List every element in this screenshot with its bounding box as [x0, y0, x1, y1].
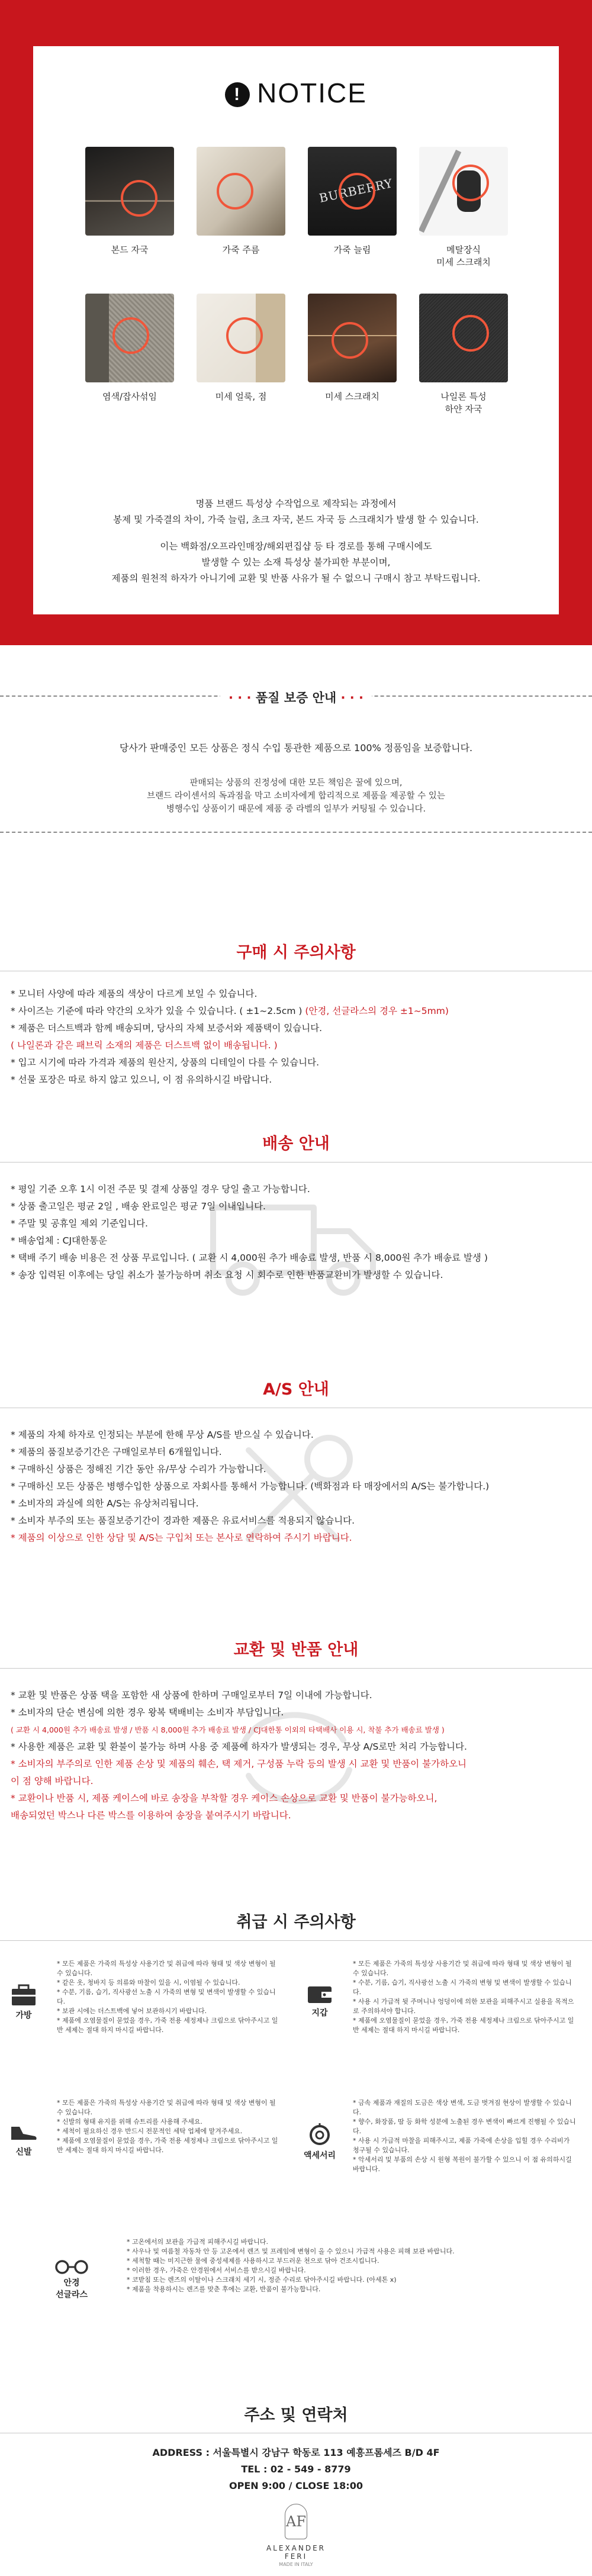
defect-caption: 미세 얼룩, 점	[215, 391, 267, 402]
defect-photo	[85, 147, 174, 236]
note-text: * 구매하신 상품은 정해진 기간 동안 유/무상 수리가 가능합니다.	[11, 1464, 266, 1474]
care-accessory	[302, 2122, 337, 2161]
quality-sub-text: 판매되는 상품의 진정성에 대한 모든 책임은 꿀에 있으며, 브랜드 라이센서의 독과점을 막고 소비자에게 합리적으로 제품을 제공할 수 있는 병행수입 상품이기 때문에 제품 중 라벨의 일부가 커팅될 수 있습니다.	[147, 778, 445, 814]
notice-panel	[33, 46, 559, 614]
care-text: * 모든 제품은 가죽의 특성상 사용기간 및 취급에 따라 형태 및 색상 변형이 될 수 있습니다. * 같은 옷, 청바지 등 의류와 마찰이 있을 시, 이염될 수 있습니다. * 수분, 기름, 습기, 직사광선 노출 시 가죽의 변형 및 변색이 발생할 수 있습니다. * 보관 시에는 더스트백에 넣어 보관하시기 바랍니다. * 제품에 오염물질이 묻었을 경우, 가죽 전용 세정제나 크림으로 닦아주시고 일반 세제는 절대 하지 마시길 바랍니다.	[57, 1960, 278, 2034]
shipping-notes	[11, 1181, 585, 1284]
shipping-note-item: * 택배 주기 배송 비용은 전 상품 무료입니다. ( 교환 시 4,000원 추가 배송료 발생, 반품 시 8,000원 추가 배송료 발생 )	[11, 1252, 488, 1263]
shipping-note-item: * 송장 입력된 이후에는 당일 취소가 불가능하며 취소 요청 시 회수로 인한 반품교환비가 발생할 수 있습니다.	[11, 1270, 443, 1280]
care-text: * 고온에서의 보관을 가급적 피해주시길 바랍니다. * 사우나 및 여름철 자동차 안 등 고온에서 렌즈 및 프레임에 변형이 올 수 있으니 가급적 사용은 피해 보관 바랍니다. * 세척할 때는 미지근한 물에 중성세제를 사용하시고 부드러운 천으로 닦아 건조시킵니다. * 이러한 경우, 가죽은 안경원에서 서비스를 받으시길 바랍니다. * 코받침 또는 렌즈의 이탈이나 스크래치 세기 시, 정준 수리로 닦아주시길 바랍니다. (아세톤 x) * 제품을 착용하시는 렌즈를 맞춘 후에는 교환, 반품이 불가능합니다.	[127, 2238, 455, 2293]
defect-caption: 가죽 늘림	[333, 244, 371, 255]
quality-title: · · · 품질 보증 안내 · · ·	[0, 688, 592, 706]
purchase-note-item	[11, 1071, 585, 1089]
purchase-notes	[11, 986, 585, 1089]
defect-tile	[197, 147, 285, 256]
purchase-note-item	[11, 1020, 585, 1037]
notice-heading	[33, 77, 559, 109]
exchange-note-item	[11, 1790, 585, 1824]
contact-title: 주소 및 연락처	[244, 2406, 348, 2424]
note-text: * 교환 및 반품은 상품 택을 포함한 새 상품에 한하며 구매일로부터 7일 이내에 가능합니다.	[11, 1690, 372, 1701]
as-note-item	[11, 1427, 585, 1444]
shipping-title: 배송 안내	[262, 1135, 330, 1153]
care-text: * 금속 제품과 재질의 도금은 색상 변색, 도금 벗겨짐 현상이 발생할 수 있습니다. * 향수, 화장품, 땀 등 화학 성분에 노출된 경우 변색이 빠르게 진행될 수 있습니다. * 사용 시 가급적 마찰을 피해주시고, 제품 가죽에 손상을 입힐 경우 수리비가 청구될 수 있습니다. * 악세서리 및 부품의 손상 시 원형 복원이 불가할 수 있으니 이 점 유의하시길 바랍니다.	[353, 2099, 576, 2173]
defect-caption: 염색/잡사섞임	[102, 391, 157, 402]
defect-tile	[197, 294, 285, 403]
defect-photo	[85, 294, 174, 382]
shipping-note-item: * 배송업체 : CJ대한통운	[11, 1235, 107, 1246]
note-text: * 모니터 사양에 따라 제품의 색상이 다르게 보일 수 있습니다.	[11, 988, 258, 999]
note-text: * 제품은 더스트백과 함께 배송되며, 당사의 자체 보증서와 제품택이 있습니다.	[11, 1023, 323, 1033]
defect-tile	[308, 147, 397, 256]
care-shoes	[6, 2122, 41, 2158]
exchange-notes	[11, 1687, 585, 1824]
care-label: 안경 선글라스	[55, 2278, 88, 2300]
care-wallet	[302, 1983, 337, 2018]
note-text: * 사용한 제품은 교환 및 환불이 불가능 하며 사용 중 제품에 하자가 발생되는 경우, 무상 A/S로만 처리 가능합니다.	[11, 1741, 467, 1752]
contact-phone: TEL : 02 - 549 - 8779	[241, 2464, 351, 2475]
quality-title-text: 품질 보증 안내	[255, 691, 337, 705]
as-note-item	[11, 1461, 585, 1478]
purchase-title: 구매 시 주의사항	[236, 944, 356, 962]
note-text: * 제품의 자체 하자로 인정되는 부분에 한해 무상 A/S를 받으실 수 있습니다.	[11, 1429, 314, 1440]
highlight-circle	[112, 317, 149, 354]
care-glasses	[51, 2260, 92, 2300]
wallet-icon	[306, 1983, 333, 2004]
note-highlight: * 소비자의 부주의로 인한 제품 손상 및 제품의 훼손, 택 제거, 구성품 누락 등의 발생 시 교환 및 반품이 불가하오니 이 점 양해 바랍니다.	[11, 1759, 467, 1786]
defect-caption: 나일론 특성 하얀 자국	[440, 391, 487, 414]
contact-hours: OPEN 9:00 / CLOSE 18:00	[229, 2480, 363, 2491]
defect-tile	[419, 294, 508, 416]
purchase-note-item	[11, 1003, 585, 1020]
exchange-note-item	[11, 1738, 585, 1756]
defect-caption: 본드 자국	[111, 244, 149, 255]
exchange-divider	[0, 1668, 592, 1669]
exchange-title: 교환 및 반품 안내	[233, 1641, 359, 1659]
note-text: * 선물 포장은 따로 하지 않고 있으니, 이 점 유의하시길 바랍니다.	[11, 1074, 272, 1085]
highlight-circle	[217, 173, 253, 210]
defect-photo	[419, 294, 508, 382]
care-divider	[0, 1940, 592, 1941]
note-highlight: ( 교환 시 4,000원 추가 배송료 발생 / 반품 시 8,000원 추가 배송료 발생 / CJ대한통 이외의 타택배사 이용 시, 착불 추가 배송료 발생 )	[11, 1725, 445, 1734]
contact-info	[0, 2445, 592, 2494]
defect-tile	[85, 294, 174, 403]
logo-monogram: AF	[285, 2504, 307, 2539]
note-highlight: * 교환이나 반품 시, 제품 케이스에 바로 송장을 부착할 경우 케이스 손상으로 교환 및 반품이 불가능하오니, 배송되었던 박스나 다른 박스를 이용하여 송장을 붙여주시기 바랍니다.	[11, 1793, 437, 1821]
purchase-note-item	[11, 1037, 585, 1054]
brand-lettering: BURBERRY	[317, 176, 394, 205]
highlight-circle	[339, 173, 375, 210]
notice-frame	[0, 0, 592, 645]
care-title: 취급 시 주의사항	[236, 1913, 356, 1931]
note-text: * 제품의 품질보증기간은 구매일로부터 6개월입니다.	[11, 1447, 222, 1457]
as-note-item	[11, 1444, 585, 1461]
note-text: * 사이즈는 기준에 따라 약간의 오차가 있을 수 있습니다. ( ±1~2.5cm )	[11, 1006, 303, 1016]
exchange-note-item	[11, 1687, 585, 1704]
logo-brand: ALEXANDER FERI	[266, 2544, 326, 2561]
note-highlight: ( 나일론과 같은 패브릭 소재의 제품은 더스트백 없이 배송됩니다. )	[11, 1040, 278, 1051]
exclamation-icon: !	[225, 82, 250, 107]
highlight-circle	[121, 180, 157, 217]
defect-photo	[308, 294, 397, 382]
note-text: * 구매하신 모든 상품은 병행수입한 상품으로 자회사를 통해서 가능합니다. (백화점과 타 매장에서의 A/S는 불가합니다.)	[11, 1481, 490, 1492]
notice-paragraph: 이는 백화점/오프라인매장/해외편집샵 등 타 경로를 통해 구매시에도 발생할 수 있는 소재 특성상 불가피한 부분이며, 제품의 원천적 하자가 아니기에 교환 및 반품 사유가 될 수 없으니 구매시 참고 부탁드립니다.	[111, 541, 481, 584]
care-label: 액세서리	[303, 2151, 336, 2160]
logo-tag: MADE IN ITALY	[279, 2562, 313, 2567]
highlight-circle	[452, 315, 489, 352]
highlight-circle	[452, 165, 489, 201]
notice-description	[33, 496, 559, 597]
accessory-icon	[306, 2122, 333, 2147]
quality-main-text: 당사가 판매중인 모든 상품은 정식 수입 통관한 제품으로 100% 정품임을 보증합니다.	[119, 742, 473, 754]
defect-tile	[85, 147, 174, 256]
shipping-note-item: * 평일 기준 오후 1시 이전 주문 및 결제 상품일 경우 당일 출고 가능합니다.	[11, 1184, 310, 1194]
exchange-note-item	[11, 1756, 585, 1790]
as-notes	[11, 1427, 585, 1547]
exchange-note-item	[11, 1721, 585, 1738]
note-highlight: (안경, 선글라스의 경우 ±1~5mm)	[302, 1006, 449, 1016]
care-label: 가방	[15, 2011, 32, 2020]
as-note-item	[11, 1530, 585, 1547]
contact-address: ADDRESS : 서울특별시 강남구 학동로 113 예흥프롬세즈 B/D 4F	[152, 2447, 440, 2458]
defect-photo	[419, 147, 508, 236]
highlight-circle	[332, 322, 368, 359]
note-highlight: * 제품의 이상으로 인한 상담 및 A/S는 구입처 또는 본사로 연락하여 주시기 바랍니다.	[11, 1532, 352, 1543]
defect-photo	[197, 147, 285, 236]
defect-tile	[308, 294, 397, 403]
care-label: 지갑	[311, 2008, 328, 2018]
shoe-icon	[9, 2122, 38, 2143]
highlight-circle	[226, 317, 263, 354]
notice-title: NOTICE	[257, 78, 367, 108]
as-note-item	[11, 1512, 585, 1530]
as-note-item	[11, 1478, 585, 1495]
brand-logo	[258, 2504, 334, 2567]
defect-caption: 미세 스크래치	[325, 391, 379, 402]
quality-guarantee-box	[0, 691, 592, 833]
shipping-note-item: * 주말 및 공휴일 제외 기준입니다.	[11, 1218, 148, 1229]
care-bag	[6, 1983, 41, 2021]
defect-tile	[419, 147, 508, 269]
purchase-note-item	[11, 986, 585, 1003]
defect-photo	[197, 294, 285, 382]
glasses-icon	[54, 2260, 89, 2274]
bag-icon	[10, 1983, 37, 2007]
defect-caption: 메탈장식 미세 스크래치	[436, 244, 491, 268]
care-text: * 모든 제품은 가죽의 특성상 사용기간 및 취급에 따라 형태 및 색상 변형이 될 수 있습니다. * 신발의 형태 유지를 위해 슈트리를 사용해 주세요. * 세척이 필요하신 경우 반드시 전문적인 세탁 업체에 맡겨주세요. * 제품에 오염물질이 묻었을 경우, 가죽 전용 세정제나 크림으로 닦아주시고 일반 세제는 절대 하지 마시길 바랍니다.	[57, 2099, 278, 2154]
exchange-note-item	[11, 1704, 585, 1721]
care-text: * 모든 제품은 가죽의 특성상 사용기간 및 취급에 따라 형태 및 색상 변형이 될 수 있습니다. * 수분, 기름, 습기, 직사광선 노출 시 가죽의 변형 및 변색이 발생할 수 있습니다. * 사용 시 가급적 뒷 주머니나 엉덩이에 의한 보관을 피해주시고 실용을 목적으로 주의하셔야 합니다. * 제품에 오염물질이 묻었을 경우, 가죽 전용 세정제나 크림으로 닦아주시고 일반 세제는 절대 하지 마시길 바랍니다.	[353, 1960, 574, 2034]
care-label: 신발	[15, 2147, 32, 2157]
note-text: * 입고 시기에 따라 가격과 제품의 원산지, 상품의 디테일이 다를 수 있습니다.	[11, 1057, 319, 1068]
note-text: * 소비자의 과실에 의한 A/S는 유상처리됩니다.	[11, 1498, 199, 1509]
as-title: A/S 안내	[263, 1380, 329, 1399]
defect-photo	[308, 147, 397, 236]
as-note-item	[11, 1495, 585, 1512]
defect-caption: 가죽 주름	[222, 244, 260, 255]
purchase-note-item	[11, 1054, 585, 1071]
notice-paragraph: 명품 브랜드 특성상 수작업으로 제작되는 과정에서 봉제 및 가죽결의 차이, 가죽 늘림, 초크 자국, 본드 자국 등 스크래치가 발생 할 수 있습니다.	[113, 498, 479, 525]
note-text: * 소비자의 단순 변심에 의한 경우 왕복 택배비는 소비자 부담입니다.	[11, 1707, 284, 1718]
shipping-note-item: * 상품 출고일은 평균 2일 , 배송 완료일은 평균 7일 이내입니다.	[11, 1201, 266, 1212]
note-text: * 소비자 부주의 또는 품질보증기간이 경과한 제품은 유료서비스를 적용되지 않습니다.	[11, 1515, 355, 1526]
shipping-divider	[0, 1162, 592, 1163]
